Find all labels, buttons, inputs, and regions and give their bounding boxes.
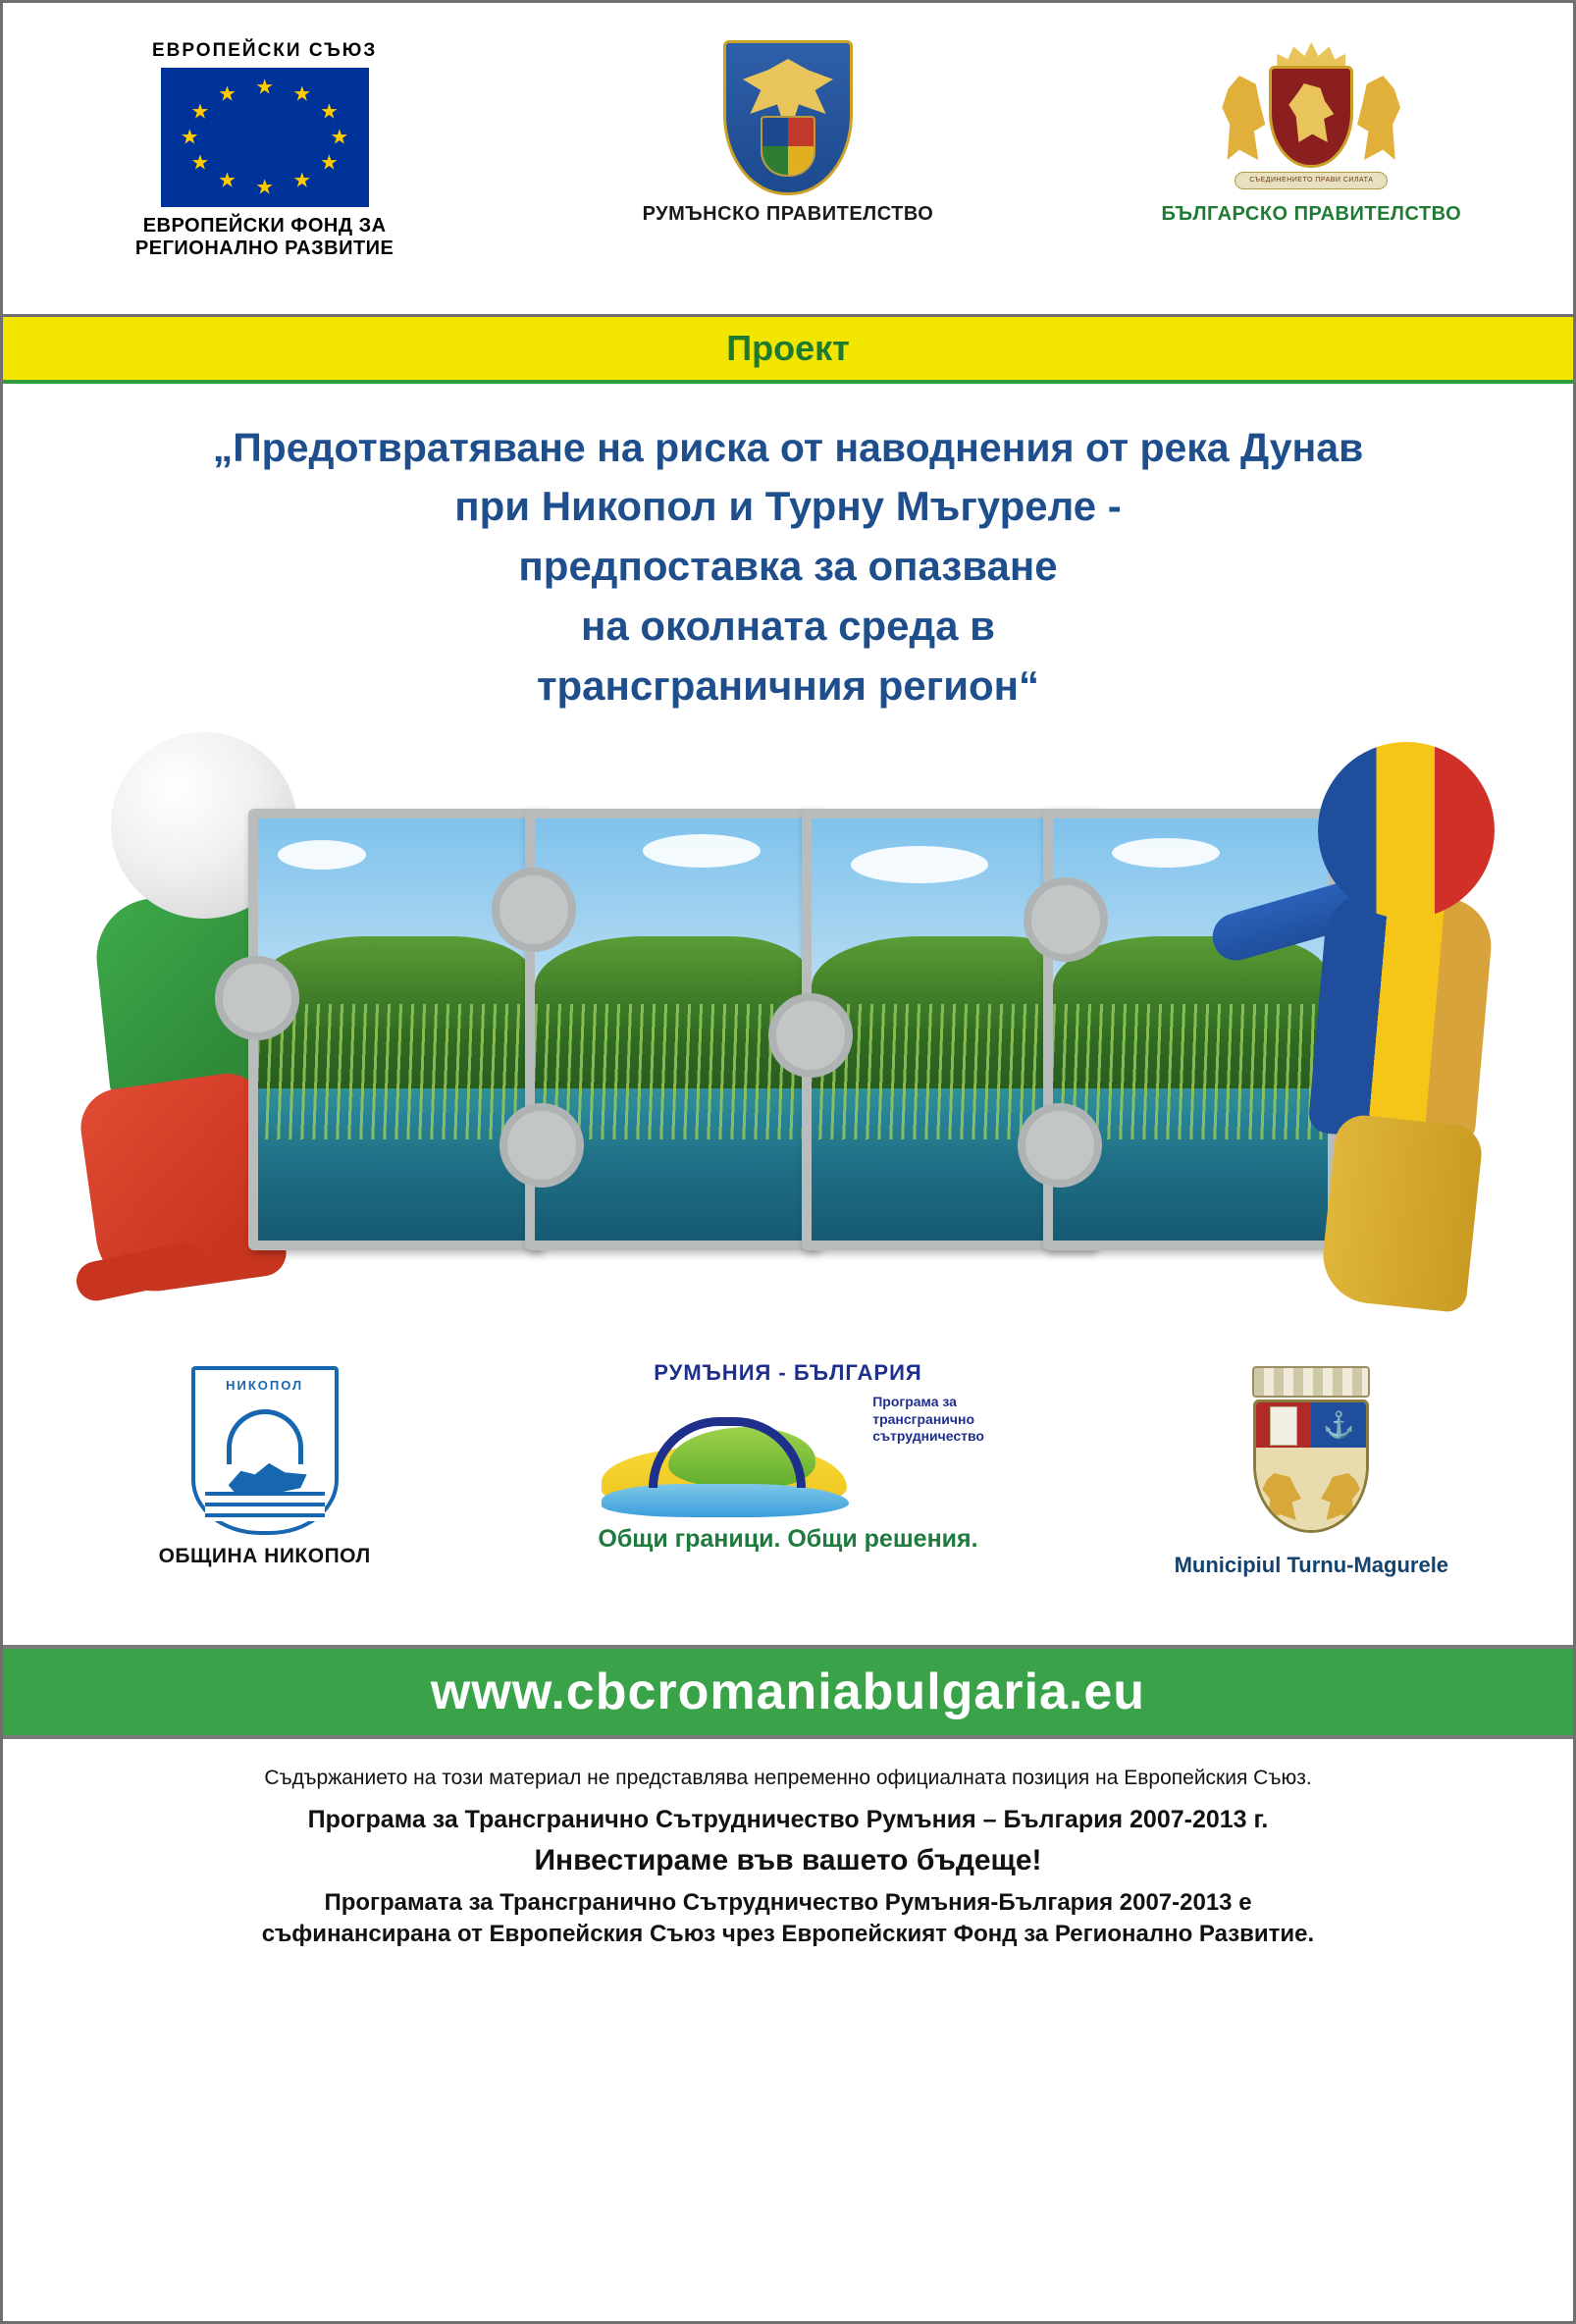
- puzzle-knob-icon: [492, 868, 576, 952]
- eu-logo-block: [59, 40, 471, 260]
- title-line-2: при Никопол и Турну Мъгуреле -: [454, 483, 1122, 530]
- bulgaria-government-caption: БЪЛГАРСКО ПРАВИТЕЛСТВО: [1161, 203, 1462, 225]
- shield-quarter-red: [1256, 1402, 1311, 1448]
- disclaimer-block: [3, 1739, 1573, 1971]
- lion-icon: [1321, 1473, 1360, 1520]
- cbc-subtitle-line1: Програма за: [872, 1394, 957, 1409]
- title-line-1: „Предотвратяване на риска от наводнения от река Дунав: [212, 425, 1364, 470]
- eu-fund-caption-line1: ЕВРОПЕЙСКИ ФОНД ЗА: [142, 215, 387, 237]
- puzzle-knob-icon: [1024, 877, 1108, 962]
- cloud-icon: [643, 834, 761, 868]
- shield-quarter-blue: [1311, 1402, 1366, 1448]
- nikopol-emblem-text: НИКОПОЛ: [226, 1378, 304, 1393]
- website-bar[interactable]: [3, 1645, 1573, 1739]
- eu-fund-caption-line2: РЕГИОНАЛНО РАЗВИТИЕ: [134, 238, 394, 259]
- puzzle-knob-icon: [499, 1103, 584, 1188]
- puzzle-strip: [248, 809, 1338, 1250]
- romania-government-logo-block: [582, 40, 994, 226]
- right-figure-legs: [1318, 1113, 1484, 1314]
- nikopol-emblem-icon: [191, 1366, 339, 1535]
- cbc-programme-top-text: РУМЪНИЯ - БЪЛГАРИЯ: [654, 1360, 922, 1385]
- disclaimer-line-3: Инвестираме във вашето бъдеще!: [534, 1844, 1042, 1876]
- website-url-link[interactable]: www.cbcromaniabulgaria.eu: [430, 1664, 1146, 1720]
- eu-star-icon: ★: [180, 126, 199, 149]
- eu-star-icon: ★: [255, 176, 275, 199]
- eu-star-icon: ★: [218, 169, 236, 192]
- disclaimer-line-2: Програма за Трансгранично Сътрудничество Румъния – България 2007-2013 г.: [307, 1806, 1269, 1833]
- disclaimer-line-4a: Програмата за Трансгранично Сътрудничество Румъния-България 2007-2013 е: [324, 1889, 1252, 1916]
- reeds-layer: [258, 1004, 533, 1139]
- arch-icon: [227, 1409, 303, 1464]
- title-line-3: предпоставка за опазване: [518, 543, 1058, 590]
- cbc-programme-subtitle: [872, 1394, 984, 1446]
- turnu-shield-icon: [1253, 1400, 1369, 1533]
- eu-star-icon: ★: [292, 169, 312, 192]
- bulgaria-coat-of-arms-icon: [1218, 40, 1404, 195]
- title-line-4: на околната среда в: [580, 603, 995, 650]
- illustration-puzzle-scene: [3, 732, 1573, 1350]
- cbc-subtitle-line2: трансгранично: [872, 1410, 975, 1427]
- right-figure-head: [1318, 742, 1495, 919]
- footer-logos-bar: [3, 1350, 1573, 1645]
- eu-star-icon: ★: [319, 151, 339, 175]
- turnu-magurele-logo-block: [1076, 1360, 1547, 1578]
- tower-icon: [1270, 1406, 1297, 1446]
- eu-caption-top: ЕВРОПЕЙСКИ СЪЮЗ: [151, 40, 378, 61]
- mural-crown-icon: [1252, 1366, 1370, 1398]
- bridge-icon: [649, 1417, 806, 1488]
- cbc-programme-logo: [582, 1360, 994, 1557]
- cloud-icon: [851, 846, 988, 883]
- disclaimer-line-4: [42, 1887, 1534, 1951]
- romania-coat-of-arms-icon: [723, 40, 853, 195]
- puzzle-knob-icon: [215, 956, 299, 1040]
- eu-fund-caption: [59, 215, 471, 260]
- page-title: [3, 384, 1573, 726]
- right-person-figure: [1259, 742, 1514, 1311]
- right-figure-body: [1307, 887, 1495, 1146]
- lion-supporter-left-icon: [1222, 76, 1265, 160]
- programme-logo-block: [552, 1360, 1024, 1557]
- project-banner-label: Проект: [726, 328, 850, 368]
- disclaimer-line-4b: съфинансирана от Европейския Съюз чрез Европейският Фонд за Регионално Развитие.: [261, 1921, 1315, 1948]
- eu-flag-icon: [161, 68, 369, 207]
- eu-star-icon: ★: [190, 151, 210, 175]
- anchor-icon: ⚓: [1323, 1409, 1355, 1440]
- title-line-5: трансграничния регион“: [536, 662, 1040, 710]
- bulgaria-motto-ribbon: СЪЕДИНЕНИЕТО ПРАВИ СИЛАТА: [1235, 172, 1388, 189]
- header-logos-bar: [3, 3, 1573, 317]
- nikopol-caption: ОБЩИНА НИКОПОЛ: [158, 1545, 371, 1567]
- puzzle-knob-icon: [1018, 1103, 1102, 1188]
- cloud-icon: [278, 840, 366, 870]
- eu-star-icon: ★: [330, 126, 349, 149]
- puzzle-knob-icon: [768, 993, 853, 1078]
- blue-water-shape-icon: [602, 1484, 849, 1517]
- eu-star-icon: ★: [319, 100, 339, 124]
- turnu-magurele-caption: Municipiul Turnu-Magurele: [1174, 1553, 1449, 1577]
- eu-star-icon: ★: [190, 100, 210, 124]
- disclaimer-line-1: Съдържанието на този материал не представлява непременно официалната позиция на Европейския Съюз.: [264, 1767, 1312, 1789]
- project-banner: [3, 317, 1573, 384]
- turnu-magurele-emblem-icon: [1237, 1366, 1385, 1543]
- shield-lower-field: [1256, 1448, 1366, 1530]
- eu-star-icon: ★: [218, 82, 236, 106]
- cloud-icon: [1112, 838, 1220, 868]
- bulgaria-government-logo-block: [1105, 40, 1517, 226]
- waves-icon: [205, 1492, 325, 1521]
- nikopol-logo-block: [29, 1360, 500, 1568]
- lion-icon: [229, 1460, 307, 1496]
- cbc-bridge-artwork: [592, 1400, 867, 1517]
- puzzle-piece: [248, 809, 543, 1250]
- cbc-subtitle-line3: сътрудничество: [872, 1428, 984, 1444]
- cbc-programme-slogan: Общи граници. Общи решения.: [598, 1525, 978, 1553]
- romania-government-caption: РУМЪНСКО ПРАВИТЕЛСТВО: [642, 203, 934, 225]
- eu-star-icon: ★: [292, 82, 312, 106]
- romania-inner-shield-icon: [761, 116, 815, 177]
- lion-supporter-right-icon: [1357, 76, 1400, 160]
- lion-icon: [1262, 1473, 1301, 1520]
- eu-star-icon: ★: [255, 76, 275, 99]
- reeds-layer: [535, 1004, 810, 1139]
